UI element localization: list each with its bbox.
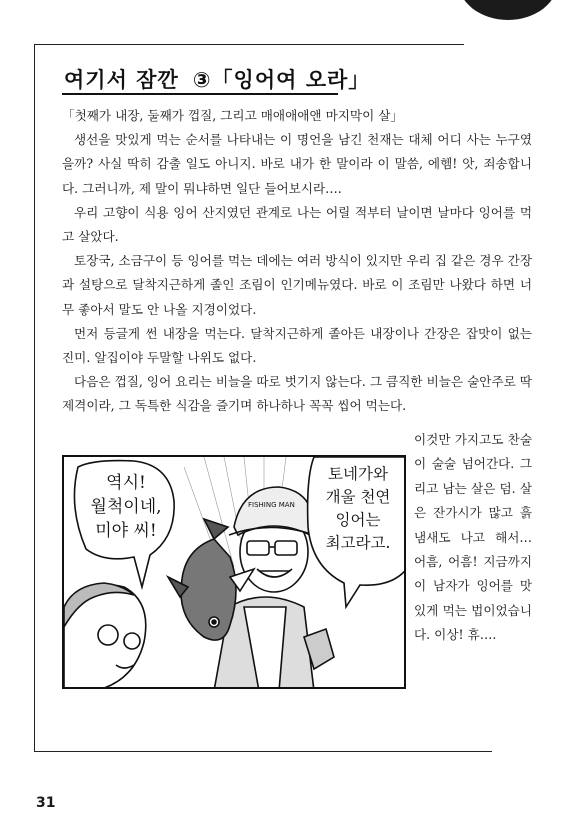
corner-decoration [458, 0, 558, 20]
woman-figure [64, 583, 146, 689]
frame-bottom-rule [34, 751, 492, 752]
cap-lettering: FISHING MAN [248, 501, 295, 509]
balloon-right-line-2: 개울 천연 [325, 488, 391, 506]
title-underline [62, 93, 338, 95]
balloon-right-line-1: 토네가와 [328, 465, 388, 483]
page-number: 31 [36, 795, 56, 811]
side-column [414, 428, 532, 648]
paragraph-3: 토장국, 소금구이 등 잉어를 먹는 데에는 여러 방식이 있지만 우리 집 같은 경우 간장과 설탕으로 달착지근하게 졸인 조림이 인기메뉴였다. 바로 이 조림만 나왔다 하면 너무 좋아서 말도 안 나올 지경이었다. [62, 253, 532, 317]
balloon-right-line-3: 잉어는 [335, 511, 381, 529]
frame-top-rule [34, 44, 464, 45]
balloon-left-line-2: 월척이네, [90, 497, 162, 517]
balloon-left-line-3: 미야 씨! [95, 521, 157, 541]
frame-left-rule [34, 44, 35, 752]
column-title [64, 64, 370, 94]
side-paragraph: 이것만 가지고도 찬술이 술술 넘어간다. 그리고 남는 살은 덤. 살은 잔가시가 많고 흙냄새도 나고 해서… 어흠, 어흠! 지금까지 이 남자가 잉어를 맛있게 먹는 법이었습니다. 이상! 휴…. [414, 432, 532, 643]
balloon-text-right [310, 463, 406, 555]
paragraph-1: 생선을 맛있게 먹는 순서를 나타내는 이 명언을 남긴 천재는 대체 어디 사는 누구였을까? 사실 딱히 감출 일도 아니지. 바로 내가 한 말이라 이 말씀, 에헴! 앗, 죄송합니다. 그러니까, 제 말이 뭐냐하면 일단 들어보시라…. [62, 132, 532, 196]
opening-quote: 「첫째가 내장, 둘째가 껍질, 그리고 매애애애앤 마지막이 살」 [62, 108, 404, 123]
paragraph-2: 우리 고향이 식용 잉어 산지였던 관계로 나는 어릴 적부터 날이면 날마다 잉어를 먹고 살았다. [62, 204, 532, 245]
column-title-sub: ③「잉어여 오라」 [192, 68, 371, 92]
column-title-main: 여기서 잠깐 [64, 68, 179, 92]
comic-panel [62, 455, 406, 689]
balloon-left-line-1: 역시! [106, 473, 146, 493]
balloon-right-line-4: 최고라고. [325, 534, 391, 552]
paragraph-5: 다음은 껍질, 잉어 요리는 비늘을 따로 벗기지 않는다. 그 큼직한 비늘은 술안주로 딱 제격이라, 그 독특한 식감을 즐기며 하나하나 꼭꼭 씹어 먹는다. [62, 374, 532, 414]
article-body [62, 104, 532, 419]
balloon-text-left [78, 471, 174, 543]
paragraph-4: 먼저 등글게 썬 내장을 먹는다. 달착지근하게 졸아든 내장이나 간장은 잡맛이 없는 진미. 알집이야 두말할 나위도 없다. [62, 325, 532, 366]
